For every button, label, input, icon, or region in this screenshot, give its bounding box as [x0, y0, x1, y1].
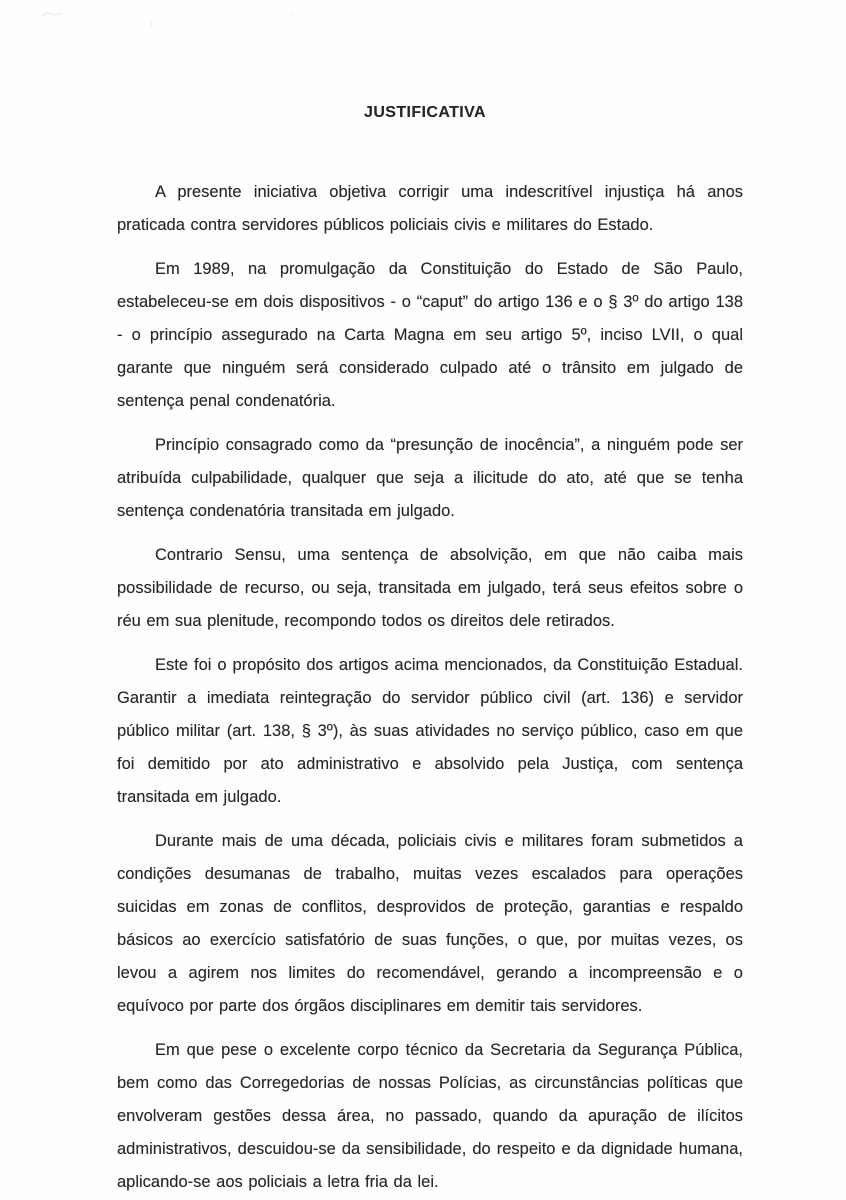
paragraph-4: Contrario Sensu, uma sentença de absolvição, em que não caiba mais possibilidade de recurso, ou seja, transitada em julgado, terá seus efeitos sobre o réu em sua plenitude, recompondo todos os direitos dele retirados.	[117, 546, 743, 630]
paragraph-2: Em 1989, na promulgação da Constituição do Estado de São Paulo, estabeleceu-se em dois dispositivos - o “caput” do artigo 136 e o § 3º do artigo 138 - o princípio assegurado na Carta Magna em seu artigo 5º, inciso LVII, o qual garante que ninguém será considerado culpado até o trânsito em julgado de sentença penal condenatória.	[117, 260, 743, 410]
paragraph-5: Este foi o propósito dos artigos acima mencionados, da Constituição Estadual. Garantir a imediata reintegração do servidor público civil (art. 136) e servidor público militar (art. 138, § 3º), às suas atividades no serviço público, caso em que foi demitido por ato administrativo e absolvido pela Justiça, com sentença transitada em julgado.	[117, 656, 743, 806]
document-title: JUSTIFICATIVA	[364, 104, 486, 121]
document-body	[117, 176, 743, 1200]
paragraph-3: Princípio consagrado como da “presunção de inocência”, a ninguém pode ser atribuída culpabilidade, qualquer que seja a ilicitude do ato, até que se tenha sentença condenatória transitada em julgado.	[117, 436, 743, 520]
paragraph-1: A presente iniciativa objetiva corrigir uma indescritível injustiça há anos praticada contra servidores públicos policiais civis e militares do Estado.	[117, 183, 743, 234]
paragraph-7: Em que pese o excelente corpo técnico da Secretaria da Segurança Pública, bem como das Corregedorias de nossas Polícias, as circunstâncias políticas que envolveram gestões dessa área, no passado, quando da apuração de ilícitos administrativos, descuidou-se da sensibilidade, do respeito e da dignidade humana, aplicando-se aos policiais a letra fria da lei.	[117, 1041, 743, 1191]
paragraph-6: Durante mais de uma década, policiais civis e militares foram submetidos a condições desumanas de trabalho, muitas vezes escalados para operações suicidas em zonas de conflitos, desprovidos de proteção, garantias e respaldo básicos ao exercício satisfatório de suas funções, o que, por muitas vezes, os levou a agirem nos limites do recomendável, gerando a incompreensão e o equívoco por parte dos órgãos disciplinares em demitir tais servidores.	[117, 832, 743, 1015]
pencil-smudge-marks	[0, 0, 320, 40]
